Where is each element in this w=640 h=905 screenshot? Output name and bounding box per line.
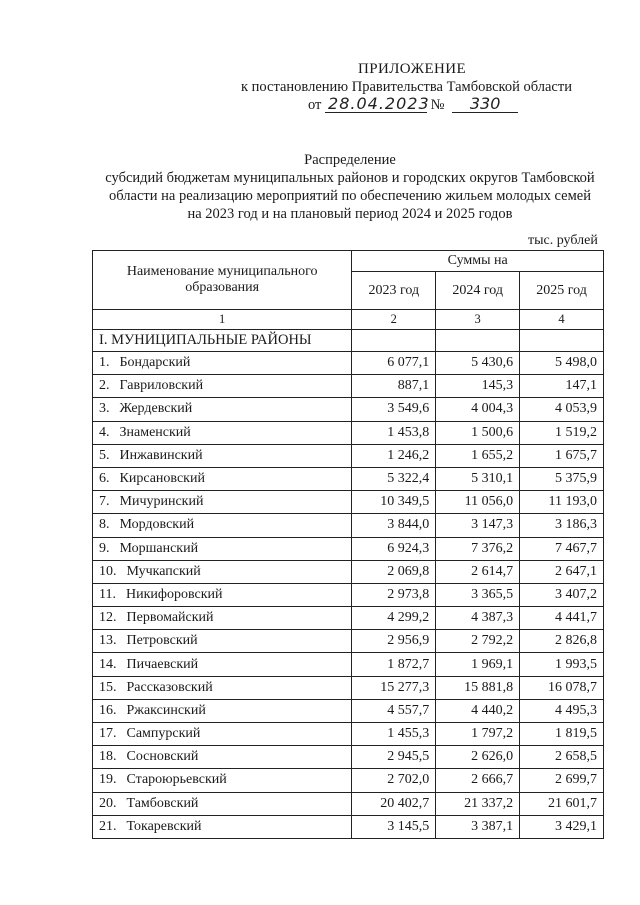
units-label: тыс. рублей (528, 233, 598, 248)
municipality-cell (93, 676, 352, 699)
row-number: 8. (99, 517, 110, 533)
amount-2024: 2 666,7 (436, 769, 520, 792)
row-number: 20. (99, 795, 117, 811)
municipality-cell (93, 583, 352, 606)
row-number: 15. (99, 679, 117, 695)
amount-2023: 10 349,5 (352, 491, 436, 514)
municipality-name: Ржаксинский (126, 702, 206, 718)
amount-2023: 4 299,2 (352, 607, 436, 630)
amount-2025: 1 519,2 (520, 421, 604, 444)
row-number: 9. (99, 540, 110, 556)
header-name: Наименование муниципального образования (93, 251, 352, 310)
amount-2024: 145,3 (436, 375, 520, 398)
table-row (93, 352, 604, 375)
amount-2024: 1 797,2 (436, 723, 520, 746)
empty-cell (520, 330, 604, 352)
amount-2023: 2 956,9 (352, 630, 436, 653)
column-number: 3 (436, 310, 520, 330)
municipality-name: Токаревский (126, 818, 202, 834)
municipality-cell (93, 398, 352, 421)
amount-2025: 1 675,7 (520, 444, 604, 467)
row-number: 4. (99, 424, 110, 440)
amount-2023: 20 402,7 (352, 792, 436, 815)
row-number: 10. (99, 563, 117, 579)
municipality-name: Мордовский (119, 517, 195, 533)
resolution-number: 330 (452, 96, 518, 113)
header-year-2023: 2023 год (352, 272, 436, 310)
from-label: от (308, 97, 322, 113)
row-number: 19. (99, 772, 117, 788)
table-row (93, 815, 604, 838)
table-row (93, 467, 604, 490)
amount-2023: 1 453,8 (352, 421, 436, 444)
column-number: 2 (352, 310, 436, 330)
municipality-cell (93, 375, 352, 398)
amount-2024: 3 387,1 (436, 815, 520, 838)
amount-2023: 5 322,4 (352, 467, 436, 490)
empty-cell (352, 330, 436, 352)
header-sums: Суммы на (352, 251, 604, 272)
amount-2023: 2 702,0 (352, 769, 436, 792)
table-row (93, 444, 604, 467)
municipality-cell (93, 560, 352, 583)
amount-2023: 3 549,6 (352, 398, 436, 421)
amount-2023: 3 145,5 (352, 815, 436, 838)
amount-2024: 4 440,2 (436, 699, 520, 722)
municipality-cell (93, 769, 352, 792)
table-body (93, 310, 604, 839)
amount-2023: 1 246,2 (352, 444, 436, 467)
amount-2025: 11 193,0 (520, 491, 604, 514)
number-label: № (430, 97, 445, 113)
table-row (93, 792, 604, 815)
amount-2025: 21 601,7 (520, 792, 604, 815)
resolution-date: 28.04.2023 (325, 96, 427, 113)
row-number: 1. (99, 355, 110, 371)
table-row (93, 375, 604, 398)
row-number: 12. (99, 610, 117, 626)
table-row (93, 583, 604, 606)
municipality-cell (93, 537, 352, 560)
municipality-name: Моршанский (119, 540, 199, 556)
amount-2024: 3 365,5 (436, 583, 520, 606)
amount-2024: 21 337,2 (436, 792, 520, 815)
amount-2023: 1 872,7 (352, 653, 436, 676)
amount-2025: 147,1 (520, 375, 604, 398)
table-row (93, 769, 604, 792)
amount-2023: 15 277,3 (352, 676, 436, 699)
municipality-cell (93, 491, 352, 514)
amount-2025: 1 819,5 (520, 723, 604, 746)
municipality-cell (93, 653, 352, 676)
amount-2025: 5 498,0 (520, 352, 604, 375)
municipality-name: Никифоровский (125, 586, 223, 602)
amount-2024: 15 881,8 (436, 676, 520, 699)
amount-2025: 7 467,7 (520, 537, 604, 560)
municipality-cell (93, 723, 352, 746)
municipality-cell (93, 746, 352, 769)
column-number: 1 (93, 310, 352, 330)
row-number: 18. (99, 749, 117, 765)
table-row (93, 676, 604, 699)
table-row (93, 398, 604, 421)
row-number: 3. (99, 401, 110, 417)
table-row (93, 723, 604, 746)
municipality-name: Мучкапский (126, 563, 201, 579)
amount-2023: 6 077,1 (352, 352, 436, 375)
amount-2024: 2 626,0 (436, 746, 520, 769)
amount-2025: 3 407,2 (520, 583, 604, 606)
municipality-name: Кирсановский (119, 471, 205, 487)
column-number-row (93, 310, 604, 330)
table-row (93, 653, 604, 676)
row-number: 17. (99, 726, 117, 742)
header-year-2025: 2025 год (520, 272, 604, 310)
amount-2025: 2 826,8 (520, 630, 604, 653)
section-row (93, 330, 604, 352)
table-row (93, 607, 604, 630)
appendix-resolution-line: к постановлению Правительства Тамбовской области (241, 79, 572, 95)
municipality-name: Первомайский (126, 610, 214, 626)
municipality-cell (93, 607, 352, 630)
amount-2024: 2 792,2 (436, 630, 520, 653)
municipality-name: Бондарский (119, 355, 191, 371)
amount-2025: 3 429,1 (520, 815, 604, 838)
amount-2023: 2 069,8 (352, 560, 436, 583)
amount-2024: 3 147,3 (436, 514, 520, 537)
municipality-cell (93, 815, 352, 838)
amount-2025: 3 186,3 (520, 514, 604, 537)
row-number: 2. (99, 378, 110, 394)
table-row (93, 491, 604, 514)
municipality-name: Петровский (126, 633, 198, 649)
municipality-cell (93, 467, 352, 490)
municipality-name: Гавриловский (119, 378, 204, 394)
amount-2024: 4 387,3 (436, 607, 520, 630)
table-row (93, 537, 604, 560)
amount-2025: 4 495,3 (520, 699, 604, 722)
amount-2025: 2 699,7 (520, 769, 604, 792)
municipality-name: Инжавинский (119, 447, 203, 463)
amount-2024: 2 614,7 (436, 560, 520, 583)
amount-2024: 5 310,1 (436, 467, 520, 490)
amount-2023: 4 557,7 (352, 699, 436, 722)
table-row (93, 421, 604, 444)
amount-2023: 2 973,8 (352, 583, 436, 606)
table-row (93, 514, 604, 537)
municipality-cell (93, 630, 352, 653)
table-row (93, 746, 604, 769)
row-number: 6. (99, 471, 110, 487)
amount-2025: 1 993,5 (520, 653, 604, 676)
table-row (93, 630, 604, 653)
table-row (93, 699, 604, 722)
row-number: 16. (99, 702, 117, 718)
municipality-name: Сампурский (126, 726, 201, 742)
heading-line: на 2023 год и на плановый период 2024 и 2025 годов (187, 206, 513, 222)
empty-cell (436, 330, 520, 352)
amount-2023: 887,1 (352, 375, 436, 398)
municipality-name: Пичаевский (126, 656, 199, 672)
municipality-name: Сосновский (126, 749, 199, 765)
heading-line: области на реализацию мероприятий по обеспечению жильем молодых семей (109, 188, 591, 204)
amount-2025: 2 658,5 (520, 746, 604, 769)
amount-2025: 4 441,7 (520, 607, 604, 630)
amount-2023: 3 844,0 (352, 514, 436, 537)
row-number: 7. (99, 494, 110, 510)
heading-line: субсидий бюджетам муниципальных районов и городских округов Тамбовской (105, 170, 595, 186)
municipality-cell (93, 792, 352, 815)
amount-2024: 7 376,2 (436, 537, 520, 560)
amount-2024: 11 056,0 (436, 491, 520, 514)
amount-2023: 1 455,3 (352, 723, 436, 746)
heading-line: Распределение (304, 152, 396, 168)
row-number: 11. (99, 586, 116, 602)
amount-2025: 16 078,7 (520, 676, 604, 699)
municipality-name: Тамбовский (126, 795, 199, 811)
amount-2024: 1 500,6 (436, 421, 520, 444)
amount-2025: 5 375,9 (520, 467, 604, 490)
table-row (93, 560, 604, 583)
subsidy-table (92, 250, 604, 839)
municipality-cell (93, 352, 352, 375)
municipality-cell (93, 421, 352, 444)
municipality-name: Знаменский (119, 424, 191, 440)
amount-2024: 5 430,6 (436, 352, 520, 375)
municipality-cell (93, 514, 352, 537)
row-number: 5. (99, 447, 110, 463)
municipality-name: Жердевский (119, 401, 193, 417)
amount-2024: 1 655,2 (436, 444, 520, 467)
row-number: 21. (99, 818, 117, 834)
row-number: 13. (99, 633, 117, 649)
row-number: 14. (99, 656, 117, 672)
municipality-name: Рассказовский (126, 679, 213, 695)
amount-2024: 4 004,3 (436, 398, 520, 421)
amount-2024: 1 969,1 (436, 653, 520, 676)
amount-2023: 2 945,5 (352, 746, 436, 769)
column-number: 4 (520, 310, 604, 330)
amount-2025: 4 053,9 (520, 398, 604, 421)
appendix-title: ПРИЛОЖЕНИЕ (358, 61, 467, 77)
section-title: I. МУНИЦИПАЛЬНЫЕ РАЙОНЫ (93, 330, 352, 352)
municipality-name: Староюрьевский (126, 772, 227, 788)
amount-2025: 2 647,1 (520, 560, 604, 583)
appendix-date-number-line (308, 96, 518, 114)
document-heading (80, 151, 620, 223)
municipality-name: Мичуринский (119, 494, 204, 510)
header-year-2024: 2024 год (436, 272, 520, 310)
municipality-cell (93, 444, 352, 467)
amount-2023: 6 924,3 (352, 537, 436, 560)
municipality-cell (93, 699, 352, 722)
